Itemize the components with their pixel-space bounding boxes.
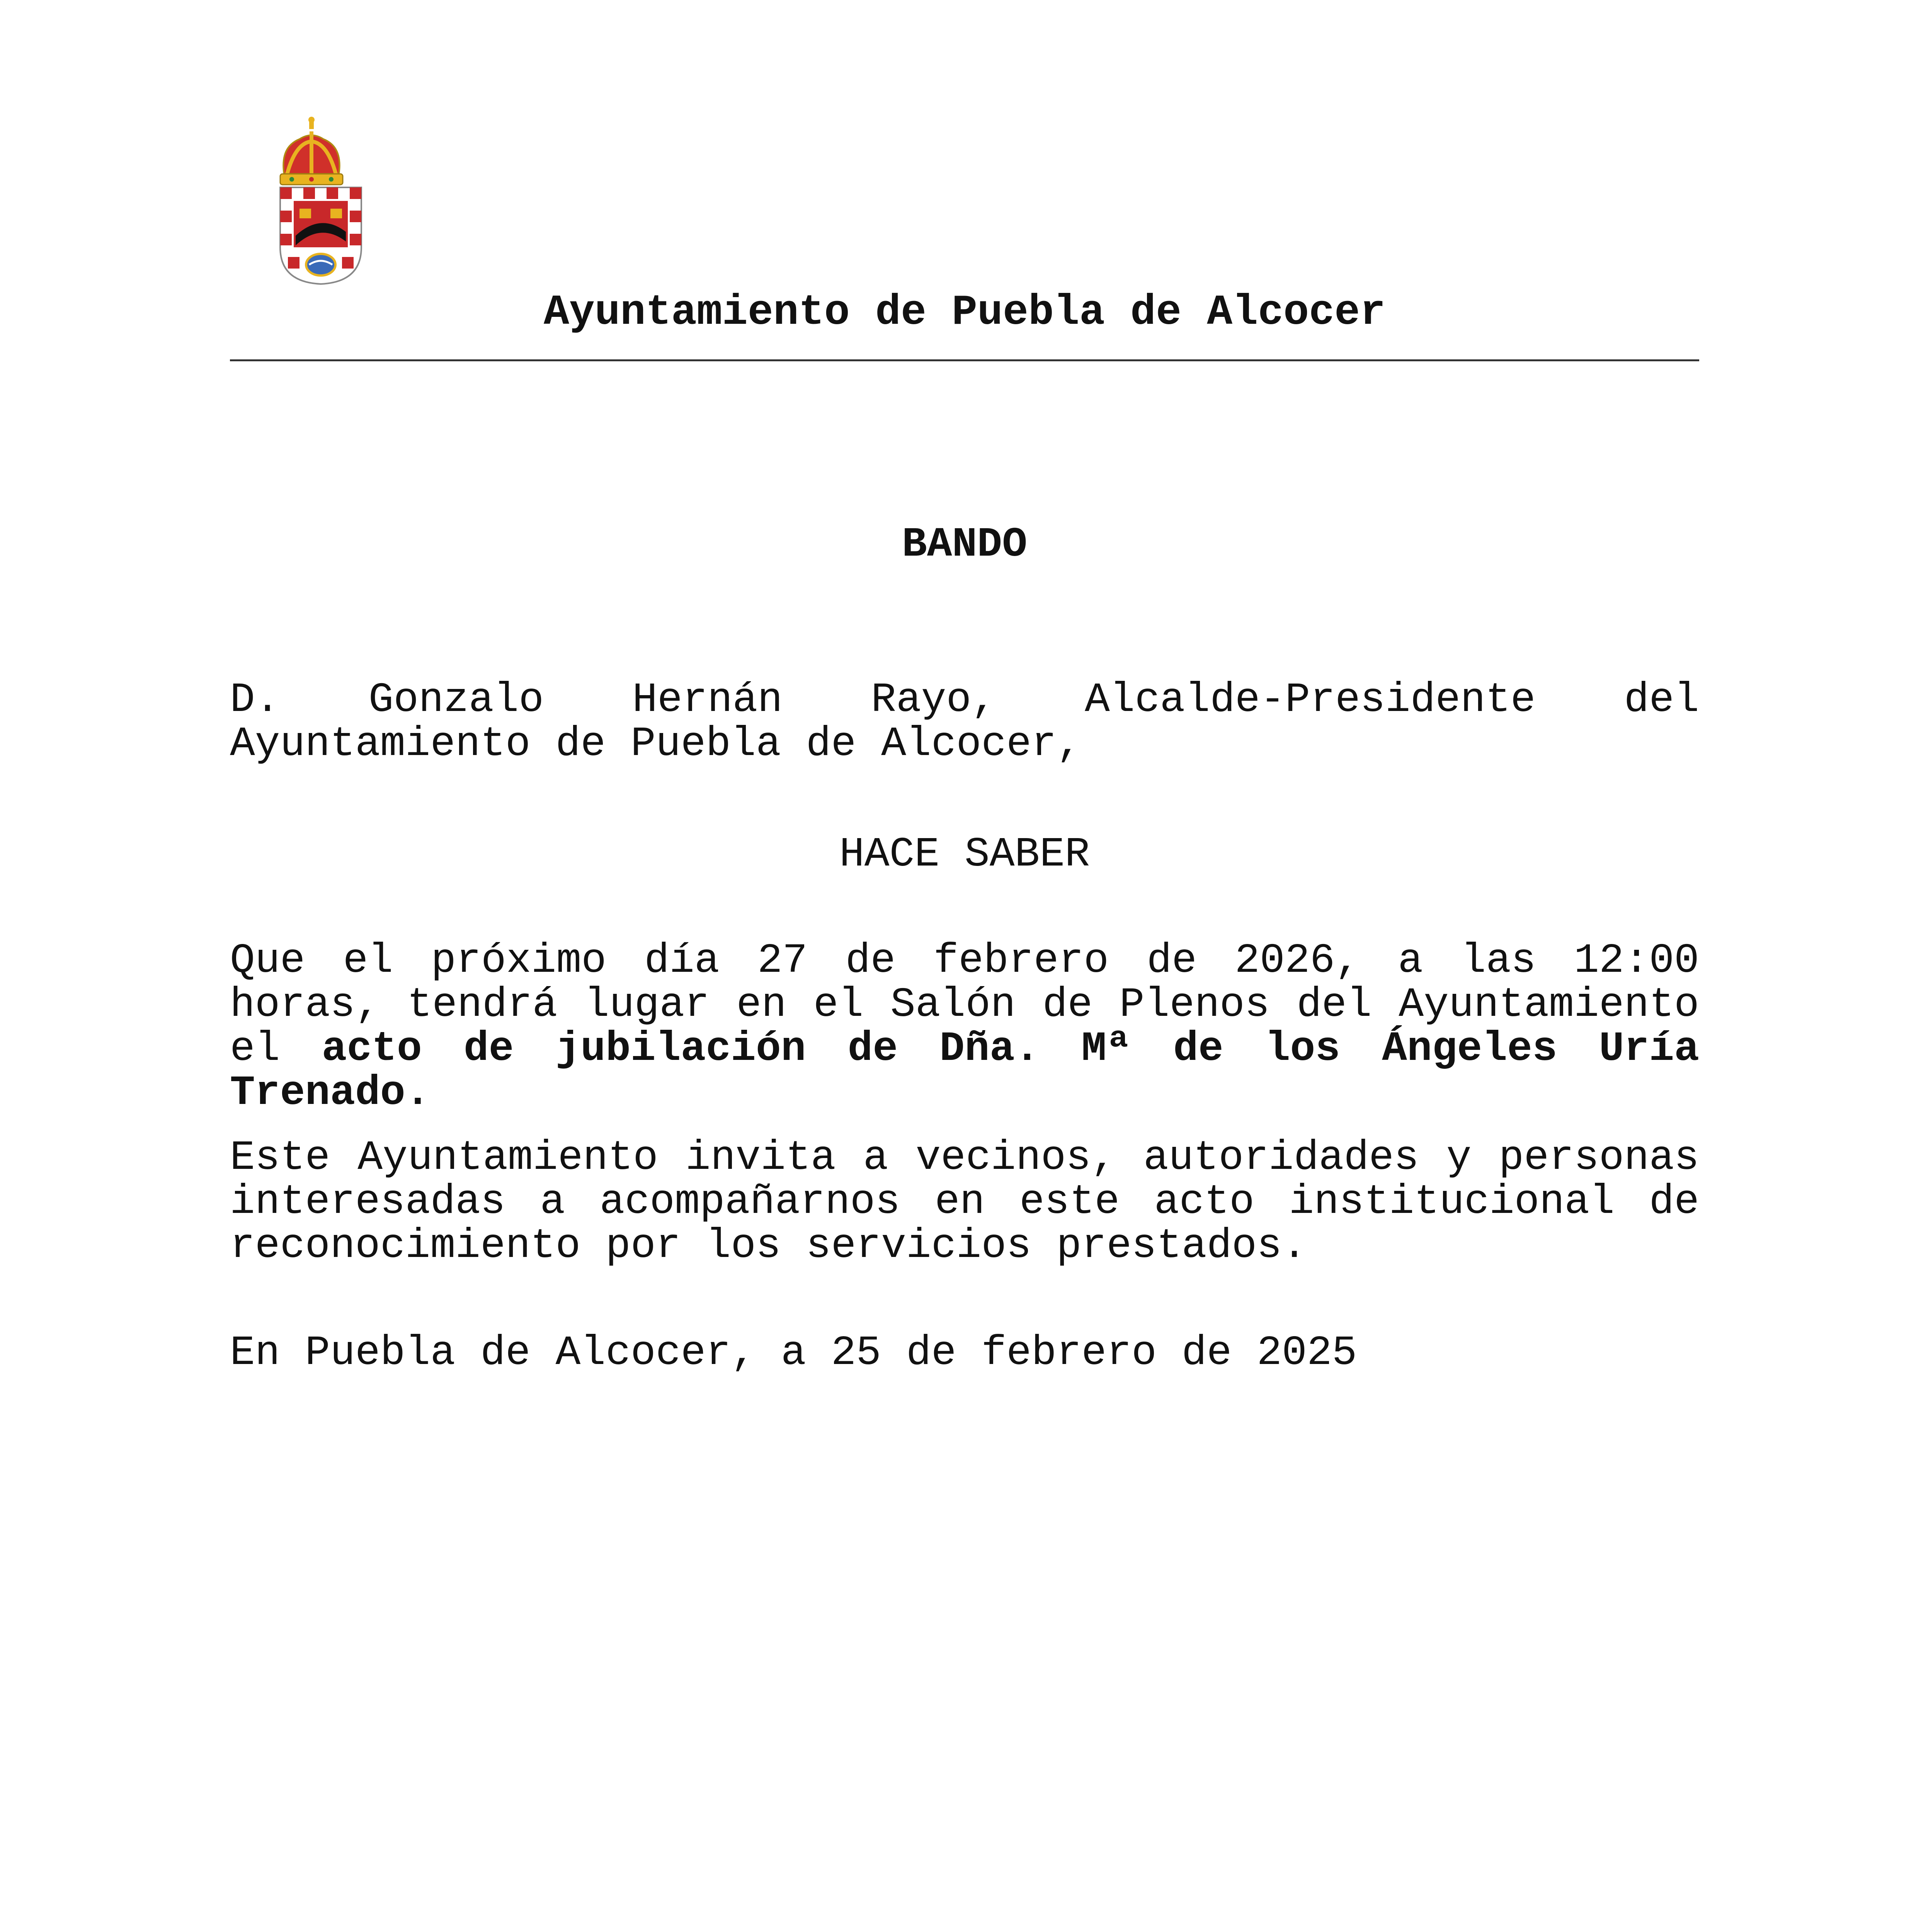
shield-icon [280, 187, 361, 284]
document-title: BANDO [902, 521, 1028, 568]
coat-of-arms-logo [272, 116, 369, 286]
invitation-paragraph: Este Ayuntamiento invita a vecinos, autoridades y personas interesadas a acompañarnos en este acto institucional de reconocimiento por los servicios prestados. [230, 1134, 1699, 1270]
closing-line: En Puebla de Alcocer, a 25 de febrero de 2025 [230, 1330, 1357, 1377]
announcement-heading: HACE SABER [839, 831, 1090, 878]
header-title: Ayuntamiento de Puebla de Alcocer [543, 289, 1386, 337]
event-highlight: acto de jubilación de Dña. Mª de los Ángeles Uría Trenado. [230, 1026, 1700, 1117]
crown-icon [280, 117, 343, 185]
event-paragraph [230, 939, 1699, 1115]
intro-paragraph: D. Gonzalo Hernán Rayo, Alcalde-Presidente del Ayuntamiento de Puebla de Alcocer, [230, 677, 1699, 768]
event-text: Que el próximo día 27 de febrero de 2026, a las 12:00 horas, tendrá lugar en el Salón de Plenos del Ayuntamiento el [230, 937, 1699, 1073]
header-divider [230, 359, 1699, 361]
